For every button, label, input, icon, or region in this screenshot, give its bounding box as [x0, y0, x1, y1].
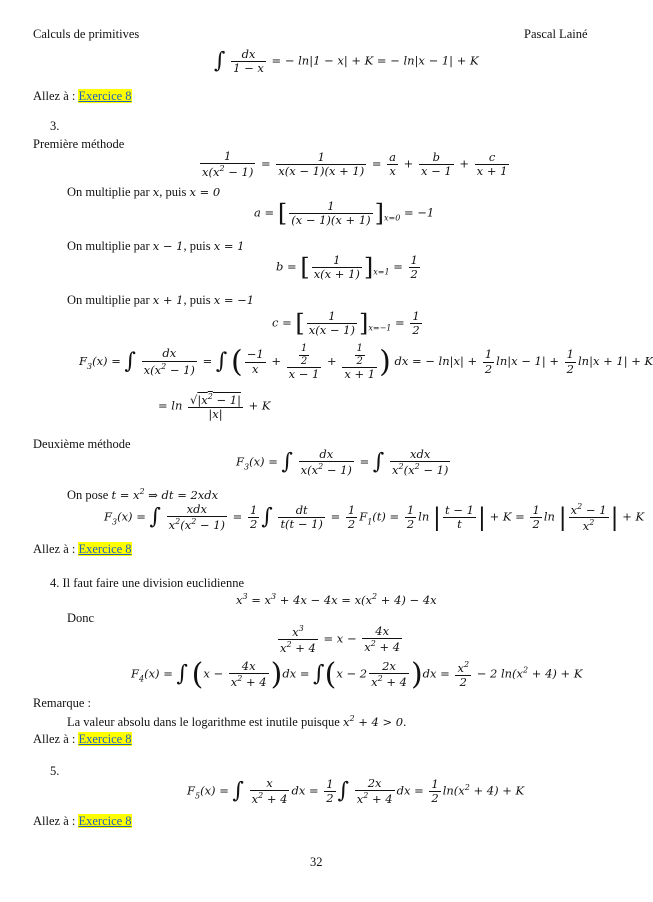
equation-f3-substitution: $F_3(x)$ = ∫ $\frac{\text{xdx}}{x^2(x^2 - 1)}$ = $\frac{1}{2}$ ∫ $\frac{dt}{t(t - 1)}$ = $\frac{1}{2}$ $F_1(t)$ = $\frac{1}{2}$ ln | $\frac{t - 1}{t}$ | + K = $\frac{1}{2}$ ln | $\frac{x^2 - 1}{x^2}$ | + K [104, 501, 645, 533]
section-3-number: 3. [50, 119, 60, 133]
header-author: Pascal Lainé [524, 27, 588, 41]
section-5-number: 5. [50, 764, 60, 778]
equation-f4: $F_4(x)$ = ∫ (x − $\frac{4x}{x^2 + 4}$ )dx = ∫(x − 2 $\frac{2x}{x^2 + 4}$ )dx = $\frac{x^2}{2}$ − 2 $\ln(x^2 + 4) + K$ [131, 657, 583, 692]
section-4-remarque-text: La valeur absolu dans le logarithme est inutile puisque $x^2 + 4 > 0$. [67, 714, 407, 729]
instruction-multiply-x: On multiplie par x, puis x = 0 [67, 185, 221, 199]
equation-division: $x^3 = x^3 + 4x - 4x = x(x^2 + 4) - 4x$ [236, 592, 437, 607]
section-4-intro: 4. Il faut faire une division euclidienne [50, 576, 245, 590]
section-3-method-1: Première méthode [33, 137, 125, 151]
link-line-4: Allez à : Exercice 8 [33, 814, 132, 828]
page-number: 32 [310, 855, 323, 869]
instruction-substitution: On pose $t = x^2$ ⇒ dt = 2xdx [67, 487, 219, 502]
equation-f5: $F_5(x)$ = ∫ $\frac{x}{x^2 + 4}$ dx = $\frac{1}{2}$ ∫ $\frac{2x}{x^2 + 4}$ dx = $\frac{1}{2}$ $\ln(x^2 + 4) + K$ [187, 776, 525, 807]
link-exercice-8[interactable]: Exercice 8 [78, 542, 132, 556]
section-4-remarque: Remarque : [33, 696, 91, 710]
link-line-2: Allez à : Exercice 8 [33, 542, 132, 556]
link-exercice-8[interactable]: Exercice 8 [78, 89, 132, 103]
link-line-1: Allez à : Exercice 8 [33, 89, 132, 103]
equation-quotient: $\frac{x^3}{x^2 + 4}$ = x − $\frac{4x}{x^2 + 4}$ [280, 623, 401, 655]
instruction-multiply-x-minus-1: On multiplie par x − 1, puis x = 1 [67, 239, 245, 253]
equation-f3-method-1: $F_3(x)$ = ∫ $\frac{dx}{x(x^2 - 1)}$ = ∫ ( $\frac{-1}{x}$ + $\frac{\frac{1}{2}}{x - 1}$ + $\frac{\frac{1}{2}}{x + 1}$ ) dx = − ln|x| + $\frac{1}{2}$ ln|x − 1| + $\frac{1}{2}$ ln|x + 1| + K [79, 343, 653, 381]
equation-decomposition: $\frac{1}{x(x^2 - 1)}$ = $\frac{1}{x(x - 1)(x + 1)}$ = $\frac{a}{x}$ + $\frac{b}{x - 1}$ + $\frac{c}{x + 1}$ [202, 149, 508, 180]
instruction-multiply-x-plus-1: On multiplie par x + 1, puis x = −1 [67, 293, 255, 307]
equation-a: a = [ $\frac{1}{(x - 1)(x + 1)}$ ]$_{x=0} = -1$ [254, 199, 435, 228]
equation-integral-1: ∫ $\frac{dx}{1 - x}$ = − ln|1 − x| + K = − ln|x − 1| + K [214, 47, 479, 76]
equation-f3-simplified: = ln $\frac{√|x^2 - 1|}{|x|}$ + K [158, 392, 271, 422]
section-3-method-2: Deuxième méthode [33, 437, 131, 451]
equation-c: c = [ $\frac{1}{x(x - 1)}$ ]$_{x=-1}$ = $\frac{1}{2}$ [272, 309, 420, 338]
link-line-3: Allez à : Exercice 8 [33, 732, 132, 746]
link-exercice-8[interactable]: Exercice 8 [78, 814, 132, 828]
link-exercice-8[interactable]: Exercice 8 [78, 732, 132, 746]
equation-b: b = [ $\frac{1}{x(x + 1)}$ ]$_{x=1}$ = $\frac{1}{2}$ [276, 253, 418, 282]
section-4-donc: Donc [67, 611, 95, 625]
equation-f3-method-2: $F_3(x)$ = ∫ $\frac{dx}{x(x^2 - 1)}$ = ∫ $\frac{\text{xdx}}{x^2(x^2 - 1)}$ [236, 447, 449, 478]
header-title: Calculs de primitives [33, 27, 140, 41]
